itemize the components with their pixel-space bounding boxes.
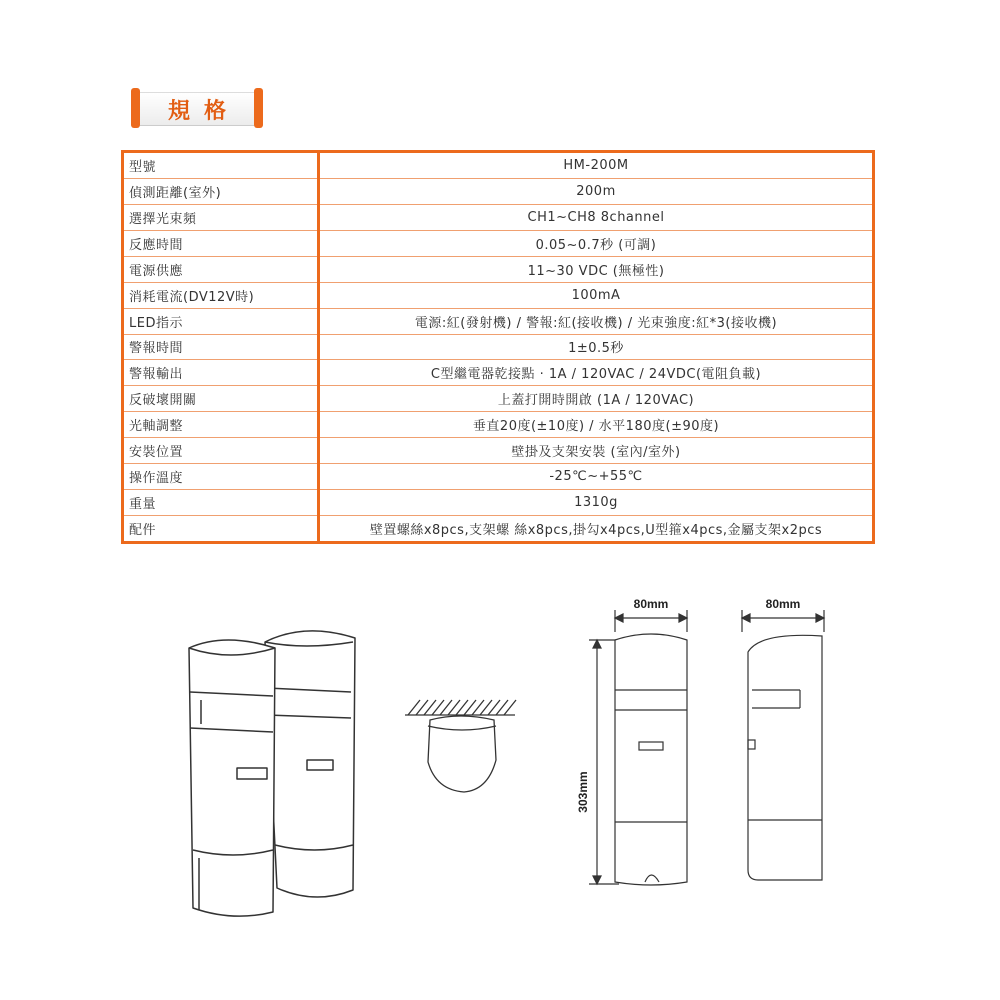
spec-label: LED指示: [124, 308, 319, 334]
spec-label: 偵測距離(室外): [124, 178, 319, 204]
spec-value: 1310g: [319, 490, 873, 516]
spec-value: 壁置螺絲x8pcs,支架螺 絲x8pcs,掛勾x4pcs,U型箍x4pcs,金屬支架x2pcs: [369, 523, 823, 539]
spec-row: [124, 386, 872, 412]
spec-label: 配件: [124, 516, 319, 541]
spec-value: 垂直20度(±10度) / 水平180度(±90度): [319, 412, 873, 438]
spec-value: -25℃~+55℃: [319, 464, 873, 490]
spec-value: CH1~CH8 8channel: [319, 204, 873, 230]
spec-row: [124, 516, 872, 541]
spec-value: 100mA: [319, 282, 873, 308]
spec-label: 反破壞開關: [124, 386, 319, 412]
side-width-label: 80mm: [765, 597, 801, 611]
product-illustration: [185, 620, 365, 920]
section-tab: [131, 88, 263, 128]
spec-row: [124, 464, 872, 490]
tab-left-cap: [131, 88, 140, 128]
spec-row: [124, 204, 872, 230]
spec-value: 11~30 VDC (無極性): [319, 256, 873, 282]
spec-value: 0.05~0.7秒 (可調): [319, 230, 873, 256]
spec-value: 1±0.5秒: [319, 334, 873, 360]
spec-row: [124, 308, 872, 334]
spec-table: [121, 150, 875, 544]
spec-row: [124, 334, 872, 360]
spec-row: [124, 490, 872, 516]
spec-label: 重量: [124, 490, 319, 516]
spec-label: 選擇光束頻: [124, 204, 319, 230]
front-unit-indicator: [237, 768, 267, 779]
spec-value: 上蓋打開時開啟 (1A / 120VAC): [319, 386, 873, 412]
spec-value: 壁掛及支架安裝 (室內/室外): [319, 438, 873, 464]
spec-label: 警報時間: [124, 334, 319, 360]
spec-label: 安裝位置: [124, 438, 319, 464]
spec-table-body: [124, 153, 872, 541]
spec-row: [124, 412, 872, 438]
spec-label: 警報輸出: [124, 360, 319, 386]
spec-value: HM-200M: [319, 153, 873, 178]
spec-label: 消耗電流(DV12V時): [124, 282, 319, 308]
spec-row: [124, 438, 872, 464]
front-width-label: 80mm: [633, 597, 669, 611]
spec-row: [124, 230, 872, 256]
tab-right-cap: [254, 88, 263, 128]
spec-row: [124, 282, 872, 308]
ceiling-mount-illustration: [400, 690, 520, 800]
spec-label: 反應時間: [124, 230, 319, 256]
spec-label: 操作溫度: [124, 464, 319, 490]
spec-label: 電源供應: [124, 256, 319, 282]
spec-value: 電源:紅(發射機) / 警報:紅(接收機) / 光束強度:紅*3(接收機): [319, 308, 873, 334]
spec-row: [124, 178, 872, 204]
spec-value: 200m: [319, 178, 873, 204]
spec-label: 光軸調整: [124, 412, 319, 438]
spec-label: 型號: [124, 153, 319, 178]
spec-value: C型繼電器乾接點 · 1A / 120VAC / 24VDC(電阻負載): [319, 360, 873, 386]
height-label: 303mm: [576, 771, 590, 813]
spec-row: [124, 256, 872, 282]
spec-row: [124, 360, 872, 386]
back-unit-indicator: [307, 760, 333, 770]
side-dimension-drawing: [730, 592, 840, 892]
front-dimension-drawing: [575, 592, 705, 892]
section-title: 規格: [167, 98, 240, 124]
tab-body: [140, 92, 254, 126]
spec-row: [124, 153, 872, 178]
